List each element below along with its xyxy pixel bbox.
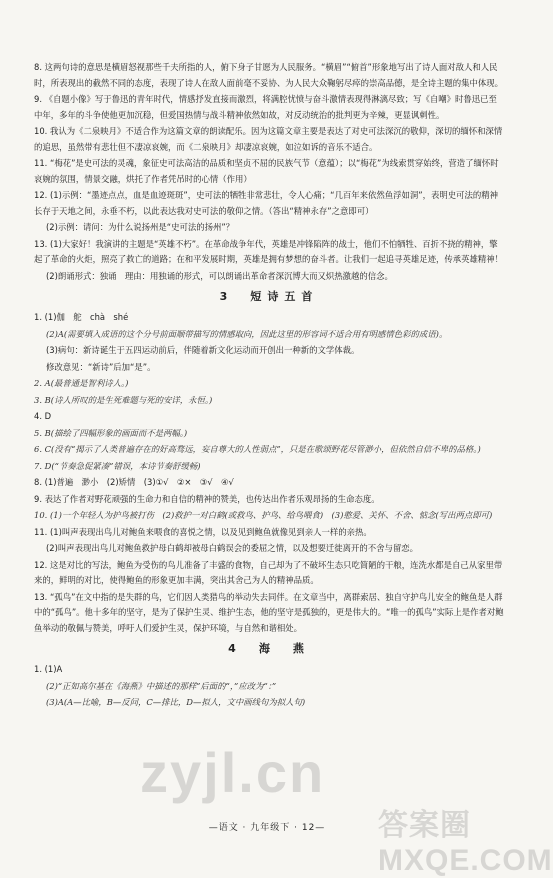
answer-paragraph: (2)朗诵形式：独诵 理由：用独诵的形式，可以朗诵出革命者深沉博大而又炽热激越的信念。 [46, 270, 393, 281]
answer-paragraph: (2)A(需要填入成语的这个分号前面顺带描写的情感取向，因此这里的形容词不适合用有明感情色彩的成语)。 [46, 328, 448, 339]
answer-paragraph: 13. (1)大家好！我演讲的主题是“英雄不朽”。在革命战争年代，英雄是冲锋陷阵的战士，他们不怕牺牲、百折不挠的精神，擎起了革命的火炬，照亮了救亡的道路；在和平发展时期，英雄是拥有梦想的奋斗者。让我们一起追寻英雄足迹，传承英雄精神！ [34, 238, 503, 264]
answer-paragraph: 10. 我认为《二泉映月》不适合作为这篇文章的朗读配乐。因为这篇文章主要是表达了对史可法深沉的敬仰，深切的缅怀和深情的追思，虽然带有悲壮但不凄凉哀婉，而《二泉映月》却凄凉哀婉，如泣如诉的音乐不适合。 [34, 126, 503, 152]
watermark-corner-logo: 答案圈 MXQE.COM [378, 809, 553, 877]
answer-paragraph: 11. (1)叫声表现出鸟儿对鲍鱼来喂食的喜悦之情，以及见到鲍鱼就像见到亲人一样的亲热。 [34, 526, 372, 537]
answer-paragraph: (3)病句：新诗诞生于五四运动前后，伴随着新文化运动而开创出一种新的文学体裁。 [46, 345, 360, 355]
answer-paragraph: 12. (1)示例：“墨迹点点，血是血迹斑斑”，史可法的牺牲非常悲壮，令人心痛；“几百年来依然鱼浮如洞”，表明史可法的精神长存于天地之间，永垂不朽，以此表达我对史可法的敬仰之情。（答出“精神永存”之意即可） [34, 190, 498, 216]
answer-paragraph: 修改意见：“新诗”后加“是”。 [46, 361, 156, 372]
answer-page [34, 60, 504, 712]
answer-paragraph: 6. C(没有“揭示了人类普遍存在的好高骛远，妄自尊大的人性弱点”，只是在歌颂野花尽管渺小，但依然自信不卑的品格。) [34, 444, 481, 454]
answer-paragraph: 10. (1)一个年轻人为护鸟被打伤 (2)救护一对白鹤(或救鸟、护鸟、给鸟喂食) (3)憨爱、关怀、不舍、惦念(写出两点即可) [34, 510, 493, 520]
answers-section-3 [34, 310, 504, 636]
answer-paragraph: (2)“正如高尔基在《海燕》中描述的那样”后面的“，”应改为“：” [46, 680, 277, 691]
answer-paragraph: 12. 这是对比的写法，鲍鱼为受伤的鸟儿准备了丰盛的食物，自己却为了不破坏生态只吃简陋的干粮，连洗水都是自己从家里带来的，鲜明的对比，使得鲍鱼的形象更加丰满，突出其舍己为人的精神品质。 [34, 559, 503, 585]
answer-paragraph: 4. D [34, 411, 52, 421]
watermark-zyjl: zyjl.cn [140, 741, 326, 804]
answer-paragraph: (3)A(A—比喻，B—反问，C—排比，D—拟人，文中画线句为拟人句) [46, 697, 306, 707]
answer-paragraph: 9. 《自题小像》写于鲁迅的青年时代，情感抒发直接而激烈，将满腔忧愤与奋斗激情表现得淋漓尽致；写《自嘲》时鲁迅已至中年，多年的斗争使他更加沉稳，但爱国热情与战斗精神依然如故，对反动统治的批判更为辛辣，更显讽刺性。 [34, 94, 497, 120]
answer-paragraph: 7. D(“节奏急促紧凑”错误，本诗节奏舒缓畅) [34, 460, 201, 471]
page-footer: —语文 · 九年级下 · 12— [208, 823, 326, 833]
answer-paragraph: 2. A(最普通是智利诗人。) [34, 378, 129, 388]
answer-paragraph: (2)叫声表现出鸟儿对鲍鱼救护母白鹤却被母白鹤误会的委屈之情，以及想要迁徙离开的不舍与留恋。 [46, 543, 418, 553]
answer-paragraph: 5. B(描绘了四幅形象的画面而不是两幅。) [34, 427, 188, 438]
answer-paragraph: 8. 这两句诗的意思是横眉怒视那些千夫所指的人，俯下身子甘愿为人民服务。“横眉”“俯首”形象地写出了诗人面对敌人和人民时，所表现出的截然不同的态度，表现了诗人在敌人面前毫不妥协、为人民大众鞠躬尽瘁的崇高品德，是全诗主题的集中体现。 [34, 62, 503, 88]
answer-paragraph: 3. B(诗人所叹的是生死难题与死的安详，永恒。) [34, 394, 213, 405]
section-4-heading: 4 海 燕 [228, 642, 310, 655]
section-3-heading: 3 短诗五首 [219, 290, 319, 303]
answer-paragraph: 13. “孤鸟”在文中指的是失群的鸟，它们因人类猎鸟的举动失去同伴。在文章当中，离群索居、独自守护鸟儿安全的鲍鱼是人群中的“孤鸟”。他十多年的坚守，是为了保护生灵、维护生态，他的坚守是孤独的，更是伟大的。“唯一的孤鸟”实际上是作者对鲍鱼举动的敬佩与赞美，呼吁人们爱护生灵，保护环境，与自然和谐相处。 [34, 591, 504, 633]
answer-paragraph: 1. (1)A [34, 664, 63, 674]
answer-paragraph: 8. (1)普遍 渺小 (2)矫情 (3)①√ ②× ③√ ④√ [34, 477, 234, 487]
answers-section-4 [34, 662, 504, 711]
answers-section-2 [34, 60, 504, 284]
answer-paragraph: 11. “梅花”是史可法的灵魂，象征史可法高洁的品质和坚贞不屈的民族气节（意蕴）；以“梅花”为线索贯穿始终，营造了缅怀时哀婉的氛围，情景交融，烘托了作者凭吊时的心情（作用） [34, 158, 499, 184]
answer-paragraph: 9. 表达了作者对野花顽强的生命力和自信的精神的赞美，也传达出作者乐观昂扬的生命态度。 [34, 493, 380, 504]
answer-paragraph: 1. (1)伽 舵 chà shé [34, 312, 129, 322]
answer-paragraph: (2)示例：请问：为什么说扬州是“史可法的扬州”？ [46, 222, 235, 232]
